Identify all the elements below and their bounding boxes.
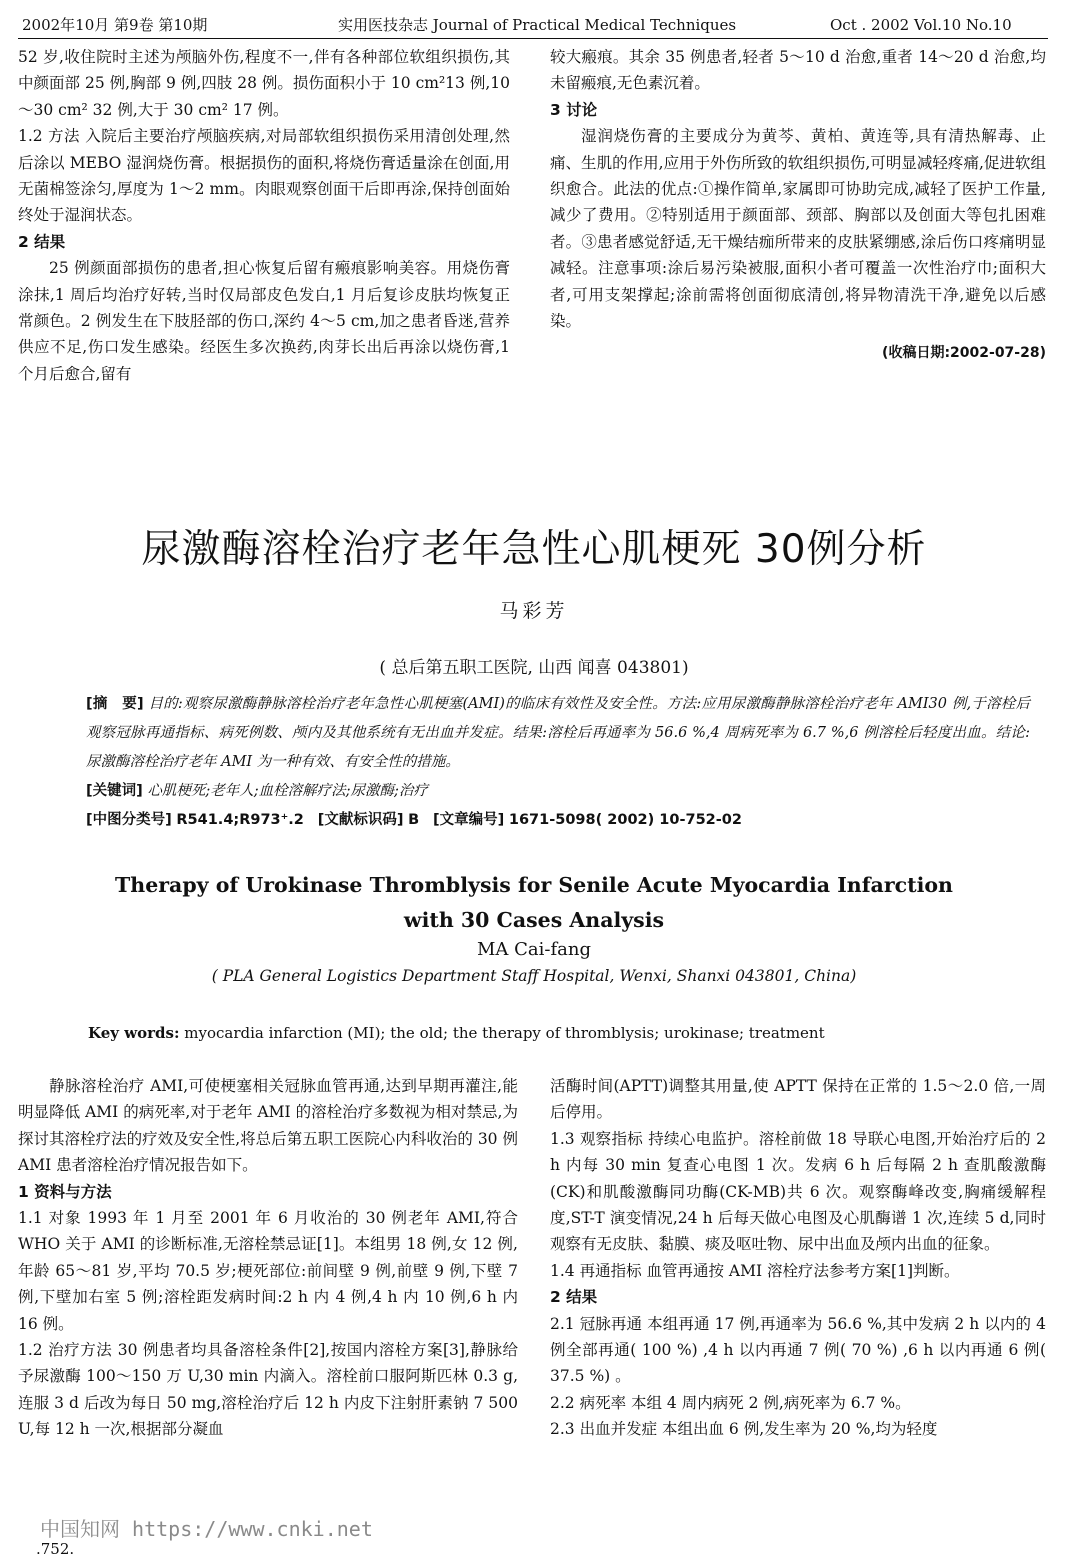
- article-id-label: [文章编号]: [432, 812, 505, 828]
- paragraph: 2.1 冠脉再通 本组再通 17 例,再通率为 56.6 %,其中发病 2 h 以内的 4 例全部再通( 100 %) ,4 h 以内再通 7 例( 70 %) ,6 h 以内再通 6 例( 37.5 %) 。: [550, 1314, 1046, 1386]
- doc-code-label: [文献标识码]: [317, 812, 404, 828]
- clc-label: [中图分类号]: [86, 812, 172, 828]
- keywords-zh: [86, 777, 1030, 806]
- section-heading: 1 资料与方法: [18, 1182, 112, 1201]
- keywords-en: [88, 1024, 1038, 1042]
- abstract: [86, 690, 1030, 777]
- header-issue: 2002年10月 第9卷 第10期: [22, 16, 208, 34]
- paragraph: 2.2 病死率 本组 4 周内病死 2 例,病死率为 6.7 %。: [550, 1393, 911, 1412]
- keywords-text: 心肌梗死;老年人;血栓溶解疗法;尿激酶;治疗: [147, 783, 428, 799]
- article-title-zh: 尿激酶溶栓治疗老年急性心肌梗死 30例分析: [141, 527, 927, 572]
- paragraph: 1.1 对象 1993 年 1 月至 2001 年 6 月收治的 30 例老年 AMI,符合 WHO 关于 AMI 的诊断标准,无溶栓禁忌证[1]。本组男 18 例,女 12 例,年龄 65～81 岁,平均 70.5 岁;梗死部位:前间壁 9 例,前壁 9 例,下壁 7 例,下壁加右室 5 例;溶栓距发病时间:2 h 内 4 例,4 h 内 10 例,6 h 内 16 例。: [18, 1209, 518, 1333]
- paragraph: 1.2 治疗方法 30 例患者均具备溶栓条件[2],按国内溶栓方案[3],静脉给予尿激酶 100～150 万 U,30 min 内滴入。溶栓前口服阿斯匹林 0.3 g,连服 3 d 后改为每日 50 mg,溶栓治疗后 12 h 内皮下注射肝素钠 7 500 U,每 12 h 一次,根据部分凝血: [18, 1341, 518, 1439]
- clc-value: R541.4;R973⁺.2: [176, 812, 304, 828]
- author-en: MA Cai-fang: [476, 939, 591, 960]
- title-en-line-2: with 30 Cases Analysis: [403, 908, 665, 932]
- body-right-column: [550, 1073, 1046, 1443]
- paragraph: 52 岁,收住院时主述为颅脑外伤,程度不一,伴有各种部位软组织损伤,其中颜面部 25 例,胸部 9 例,四肢 28 例。损伤面积小于 10 cm²13 例,10～30 cm² 32 例,大于 30 cm² 17 例。: [18, 48, 510, 119]
- header-date: Oct . 2002 Vol.10 No.10: [830, 16, 1012, 34]
- article-title-en: [0, 868, 1068, 938]
- abstract-label: [摘 要]: [86, 696, 144, 712]
- section-heading: 2 结果: [18, 232, 66, 251]
- paragraph: 2.3 出血并发症 本组出血 6 例,发生率为 20 %,均为轻度: [550, 1420, 938, 1439]
- affiliation-zh: ( 总后第五职工医院, 山西 闻喜 043801): [379, 658, 689, 678]
- paragraph: 湿润烧伤膏的主要成分为黄芩、黄柏、黄连等,具有清热解毒、止痛、生肌的作用,应用于外伤所致的软组织损伤,可明显减轻疼痛,促进软组织愈合。此法的优点:①操作简单,家属即可协助完成,减轻了医护工作量,减少了费用。②特别适用于颜面部、颈部、胸部以及创面大等包扎困难者。③患者感觉舒适,无干燥结痂所带来的皮肤紧绷感,涂后伤口疼痛明显减轻。注意事项:涂后易污染被服,面积小者可覆盖一次性治疗巾;面积大者,可用支架撑起;涂前需将创面彻底清创,将异物清洗干净,避免以后感染。: [550, 127, 1046, 331]
- affiliation-en: ( PLA General Logistics Department Staff Hospital, Wenxi, Shanxi 043801, China): [211, 967, 857, 985]
- abstract-text: 目的:观察尿激酶静脉溶栓治疗老年急性心肌梗塞(AMI)的临床有效性及安全性。方法:应用尿激酶静脉溶栓治疗老年 AMI30 例,于溶栓后观察冠脉再通指标、病死例数、颅内及其他系统有无出血并发症。结果:溶栓后再通率为 56.6 %,4 周病死率为 6.7 %,6 例溶栓后轻度出血。结论:尿激酶溶栓治疗老年 AMI 为一种有效、有安全性的措施。: [86, 696, 1030, 770]
- section-heading: 3 讨论: [550, 100, 598, 119]
- prev-article-left-column: [18, 44, 510, 387]
- paragraph: 活酶时间(APTT)调整其用量,使 APTT 保持在正常的 1.5～2.0 倍,一周后停用。: [550, 1077, 1046, 1122]
- running-header: [18, 12, 1048, 39]
- abstract-block: [86, 690, 1030, 835]
- author-zh: 马彩芳: [499, 600, 569, 622]
- paragraph: 1.4 再通指标 血管再通按 AMI 溶栓疗法参考方案[1]判断。: [550, 1261, 960, 1280]
- keywords-en-label: Key words:: [88, 1024, 180, 1042]
- body-left-column: [18, 1073, 518, 1443]
- header-journal: 实用医技杂志 Journal of Practical Medical Techniques: [338, 16, 737, 34]
- keywords-en-text: myocardia infarction (MI); the old; the therapy of thromblysis; urokinase; treatment: [184, 1024, 825, 1042]
- prev-article-right-column: [550, 44, 1046, 367]
- paragraph: 较大瘢痕。其余 35 例患者,轻者 5～10 d 治愈,重者 14～20 d 治愈,均未留瘢痕,无色素沉着。: [550, 48, 1046, 93]
- paragraph: 1.3 观察指标 持续心电监护。溶栓前做 18 导联心电图,开始治疗后的 2 h 内每 30 min 复查心电图 1 次。发病 6 h 后每隔 2 h 查肌酸激酶(CK)和肌酸激酶同功酶(CK-MB)共 6 次。观察酶峰改变,胸痛缓解程度,ST-T 演变情况,24 h 后每天做心电图及心肌酶谱 1 次,连续 5 d,同时观察有无皮肤、黏膜、痰及呕吐物、尿中出血及颅内出血的征象。: [550, 1129, 1046, 1254]
- section-heading: 2 结果: [550, 1288, 598, 1307]
- title-en-line-1: Therapy of Urokinase Thromblysis for Senile Acute Myocardia Infarction: [115, 873, 953, 897]
- cnki-watermark: 中国知网 https://www.cnki.net: [40, 1517, 373, 1541]
- received-date: (收稿日期:2002-07-28): [882, 345, 1046, 362]
- classification-line: [86, 806, 1030, 835]
- article-id-value: 1671-5098( 2002) 10-752-02: [508, 812, 742, 828]
- keywords-label: [关键词]: [86, 783, 143, 799]
- paragraph: 25 例颜面部损伤的患者,担心恢复后留有瘢痕影响美容。用烧伤膏涂抹,1 周后均治疗好转,当时仅局部皮色发白,1 月后复诊皮肤均恢复正常颜色。2 例发生在下肢胫部的伤口,深约 4～5 cm,加之患者昏迷,营养供应不足,伤口发生感染。经医生多次换药,肉芽长出后再涂以烧伤膏,1 个月后愈合,留有: [18, 259, 510, 383]
- doc-code-value: B: [408, 812, 420, 828]
- paragraph: 静脉溶栓治疗 AMI,可使梗塞相关冠脉血管再通,达到早期再灌注,能明显降低 AMI 的病死率,对于老年 AMI 的溶栓治疗多数视为相对禁忌,为探讨其溶栓疗法的疗效及安全性,将总后第五职工医院心内科收治的 30 例 AMI 患者溶栓治疗情况报告如下。: [18, 1077, 518, 1175]
- page-number: .752.: [36, 1540, 75, 1558]
- paragraph: 1.2 方法 入院后主要治疗颅脑疾病,对局部软组织损伤采用清创处理,然后涂以 MEBO 湿润烧伤膏。根据损伤的面积,将烧伤膏适量涂在创面,用无菌棉签涂匀,厚度为 1～2 mm。肉眼观察创面干后即再涂,保持创面始终处于湿润状态。: [18, 127, 510, 225]
